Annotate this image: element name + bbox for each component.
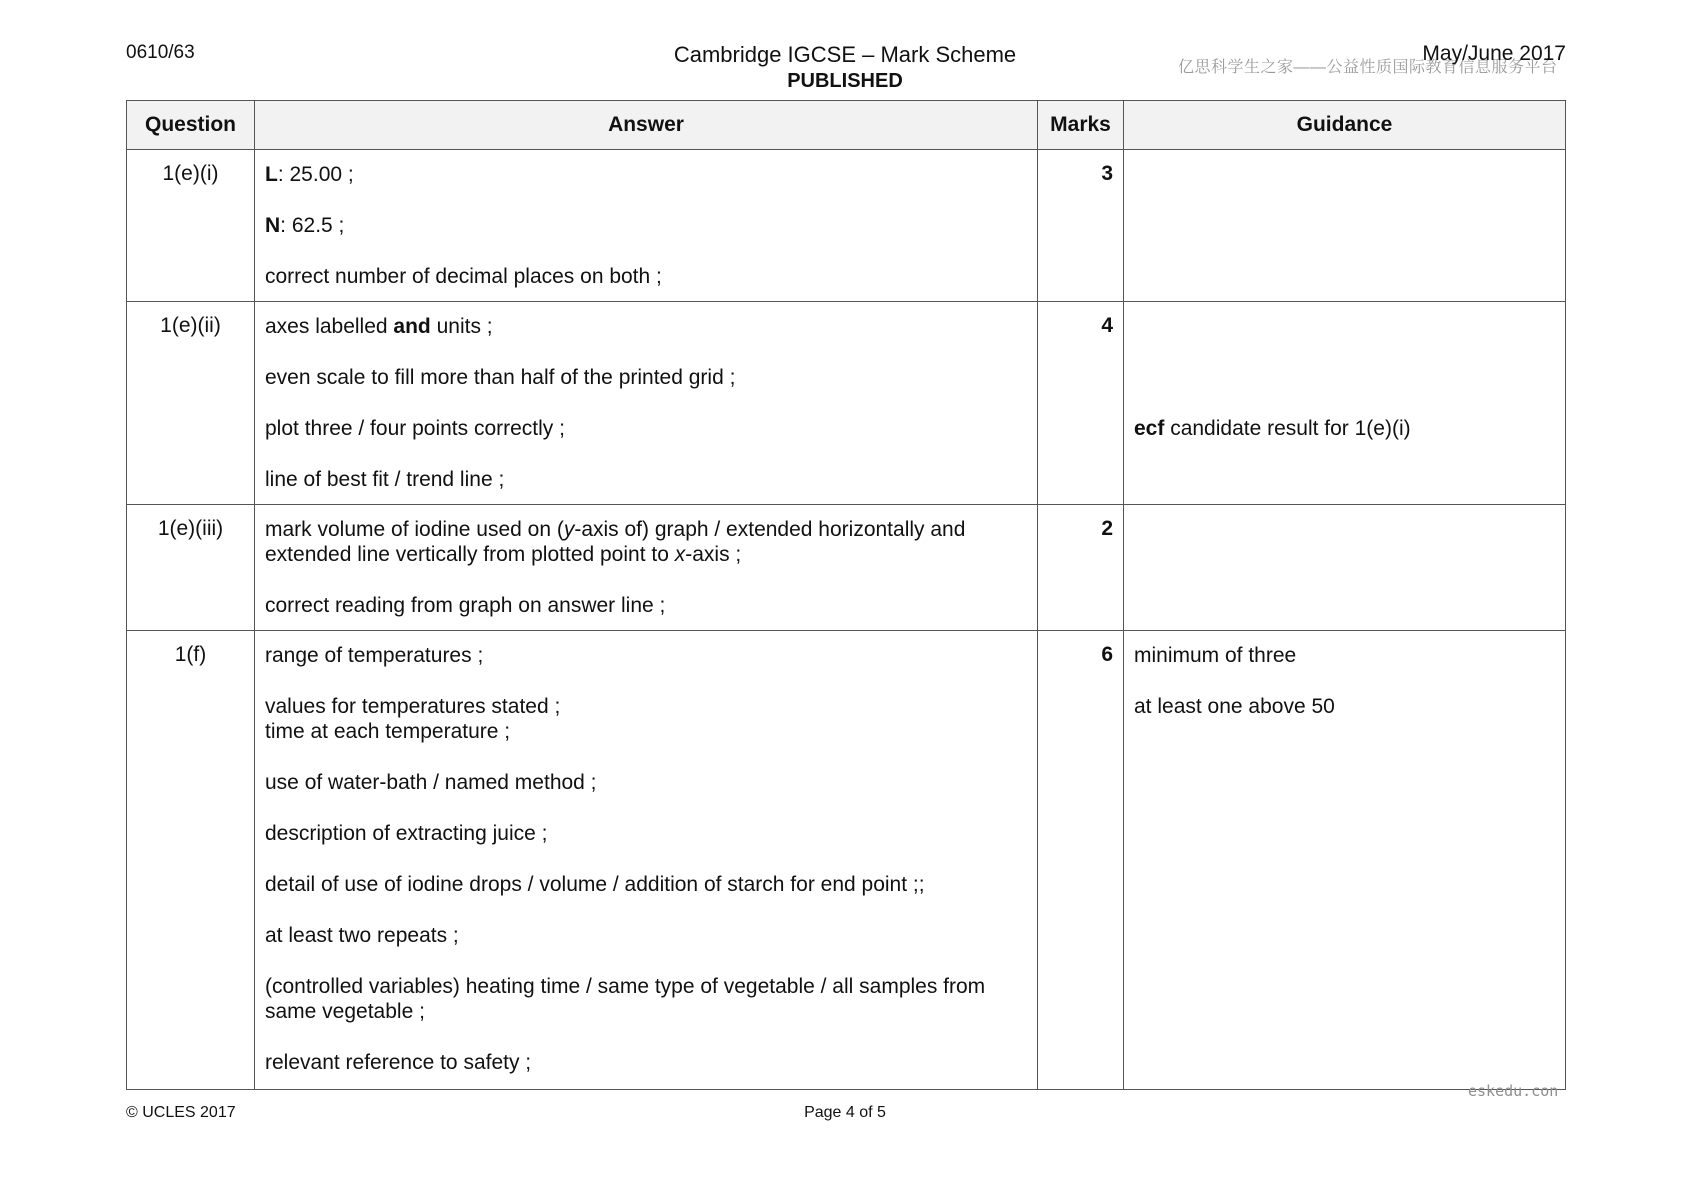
mark-scheme-title: Cambridge IGCSE – Mark Scheme bbox=[673, 42, 1017, 67]
answer-line: range of temperatures ; bbox=[265, 644, 484, 667]
guidance-line: minimum of three bbox=[1134, 644, 1297, 667]
table-header-row bbox=[127, 101, 1566, 150]
guidance-cell bbox=[1124, 302, 1566, 505]
table-row bbox=[127, 150, 1566, 302]
paper-code: 0610/63 bbox=[126, 42, 195, 63]
answer-line: values for temperatures stated ; bbox=[265, 695, 561, 718]
marks-value: 2 bbox=[1038, 505, 1124, 631]
answer-line: correct number of decimal places on both ; bbox=[265, 265, 662, 288]
guidance-line bbox=[1134, 416, 1555, 441]
table-row bbox=[127, 631, 1566, 1090]
answer-label: L bbox=[265, 163, 278, 186]
guidance-line: at least one above 50 bbox=[1134, 695, 1335, 718]
answer-line: even scale to fill more than half of the printed grid ; bbox=[265, 366, 736, 389]
guidance-cell bbox=[1124, 631, 1566, 1090]
answer-line: same vegetable ; bbox=[265, 1000, 425, 1023]
guidance-header: Guidance bbox=[1124, 101, 1566, 150]
marks-value: 6 bbox=[1038, 631, 1124, 1090]
answer-cell bbox=[255, 631, 1038, 1090]
answer-line: description of extracting juice ; bbox=[265, 822, 548, 845]
answer-line: line of best fit / trend line ; bbox=[265, 468, 505, 491]
answer-line: relevant reference to safety ; bbox=[265, 1051, 532, 1074]
marks-value: 4 bbox=[1038, 302, 1124, 505]
answer-text: axes labelled bbox=[265, 315, 394, 338]
answer-text: -axis ; bbox=[685, 543, 742, 566]
marks-header: Marks bbox=[1038, 101, 1124, 150]
guidance-cell bbox=[1124, 505, 1566, 631]
mark-scheme-table bbox=[126, 100, 1566, 1090]
answer-cell bbox=[255, 150, 1038, 302]
header-watermark: 亿思科学生之家——公益性质国际教育信息服务平台 bbox=[1178, 59, 1558, 76]
answer-line bbox=[265, 542, 1027, 567]
answer-line: correct reading from graph on answer line ; bbox=[265, 594, 666, 617]
question-number: 1(e)(iii) bbox=[127, 505, 255, 631]
question-number: 1(e)(i) bbox=[127, 150, 255, 302]
answer-text: mark volume of iodine used on ( bbox=[265, 518, 564, 541]
page-number: Page 4 of 5 bbox=[804, 1104, 886, 1121]
marks-value: 3 bbox=[1038, 150, 1124, 302]
answer-line bbox=[265, 517, 1027, 542]
answer-line: time at each temperature ; bbox=[265, 720, 511, 743]
guidance-text: candidate result for 1(e)(i) bbox=[1164, 417, 1411, 440]
answer-text: -axis of) graph / extended horizontally and bbox=[574, 518, 966, 541]
answer-line bbox=[265, 213, 1027, 238]
answer-header: Answer bbox=[255, 101, 1038, 150]
footer-watermark: eskedu.con bbox=[1468, 1082, 1559, 1100]
answer-italic: x bbox=[674, 543, 686, 566]
answer-italic: y bbox=[563, 518, 575, 541]
published-label: PUBLISHED bbox=[787, 70, 903, 92]
answer-line bbox=[265, 162, 1027, 187]
answer-emphasis: and bbox=[393, 315, 431, 338]
answer-line: detail of use of iodine drops / volume / addition of starch for end point ;; bbox=[265, 873, 925, 896]
answer-cell bbox=[255, 302, 1038, 505]
answer-label: N bbox=[265, 214, 281, 237]
answer-text: extended line vertically from plotted point to bbox=[265, 543, 675, 566]
table-row bbox=[127, 302, 1566, 505]
copyright: © UCLES 2017 bbox=[126, 1104, 236, 1121]
answer-line: at least two repeats ; bbox=[265, 924, 459, 947]
answer-cell bbox=[255, 505, 1038, 631]
table-row bbox=[127, 505, 1566, 631]
answer-line bbox=[265, 314, 1027, 339]
answer-line: plot three / four points correctly ; bbox=[265, 417, 565, 440]
answer-line: use of water-bath / named method ; bbox=[265, 771, 597, 794]
answer-text: : 25.00 ; bbox=[277, 163, 354, 186]
answer-text: : 62.5 ; bbox=[280, 214, 345, 237]
answer-text: units ; bbox=[430, 315, 493, 338]
guidance-emphasis: ecf bbox=[1134, 417, 1165, 440]
answer-line: (controlled variables) heating time / same type of vegetable / all samples from bbox=[265, 975, 986, 998]
question-header: Question bbox=[127, 101, 255, 150]
question-number: 1(f) bbox=[127, 631, 255, 1090]
exam-session: May/June 2017 bbox=[1422, 42, 1566, 65]
question-number: 1(e)(ii) bbox=[127, 302, 255, 505]
guidance-cell bbox=[1124, 150, 1566, 302]
